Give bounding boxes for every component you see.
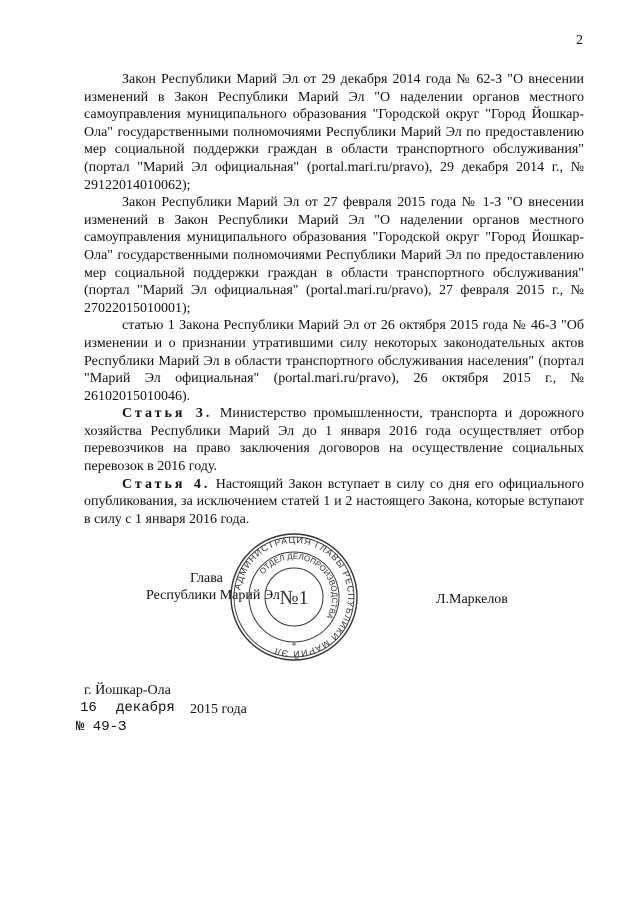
signature-title-line2: Республики Марий Эл (146, 588, 280, 603)
footer-date-month: декабря (116, 700, 175, 716)
footer-date-day: 16 (80, 700, 97, 716)
page-number: 2 (576, 33, 583, 48)
seal-inner-text: ОТДЕЛ ДЕЛОПРОИЗВОДСТВА (257, 551, 340, 621)
footer-date-year: 2015 года (190, 702, 247, 717)
paragraph-law-62: Закон Республики Марий Эл от 29 декабря 2014 года № 62-З "О внесении изменений в Закон Республики Марий Эл "О наделении органов местного самоуправления муниципального образования "Городской округ "Город Йошкар-Ола" государственными полномочиями Республики Марий Эл по предоставлению мер социальной поддержки граждан в области транспортного обслуживания" (портал "Марий Эл официальная" (portal.mari.ru/pravo), 29 декабря 2014 г., № 29122014010062); (84, 72, 584, 193)
paragraph-law-1: Закон Республики Марий Эл от 27 февраля 2015 года № 1-З "О внесении изменений в Закон Республики Марий Эл "О наделении органов местного самоуправления муниципального образования "Городской округ "Город Йошкар-Ола" государственными полномочиями Республики Марий Эл по предоставлению мер социальной поддержки граждан в области транспортного обслуживания" (портал "Марий Эл официальная" (portal.mari.ru/pravo), 27 февраля 2015 г., № 27022015010001); (84, 195, 584, 316)
article-4-text: Настоящий Закон вступает в силу со дня его официального опубликования, за исключением статей 1 и 2 настоящего Закона, которые вступают в силу с 1 января 2016 года. (84, 476, 585, 527)
seal-center-number: №1 (279, 587, 309, 609)
official-seal (229, 532, 359, 662)
footer-law-number: № 49-З (76, 719, 127, 735)
article-4 (84, 476, 584, 529)
paragraph-law-46: статью 1 Закона Республики Марий Эл от 26 октября 2015 года № 46-З "Об изменении и о признании утратившими силу некоторых законодательных актов Республики Марий Эл в области транспортного обслуживания населения" (портал "Марий Эл официальная" (portal.mari.ru/pravo), 26 октября 2015 г., № 26102015010046). (84, 318, 584, 404)
article-3-label: Статья 3. (122, 406, 213, 422)
seal-outer-text: АДМИНИСТРАЦИЯ ГЛАВЫ РЕСПУБЛИКИ МАРИЙ ЭЛ (232, 534, 357, 660)
seal-star-icon: * (291, 641, 297, 651)
article-3-text: Министерство промышленности, транспорта и дорожного хозяйства Республики Марий Эл до 1 января 2016 года осуществляет отбор перевозчиков на право заключения договоров на осуществление социальных перевозок в 2016 году. (84, 406, 585, 475)
footer-city: г. Йошкар-Ола (84, 683, 171, 698)
signatory-name: Л.Маркелов (436, 592, 508, 607)
article-4-label: Статья 4. (122, 476, 211, 492)
signature-title-line1: Глава (190, 571, 223, 586)
document-body (84, 71, 584, 528)
article-3 (84, 405, 584, 475)
